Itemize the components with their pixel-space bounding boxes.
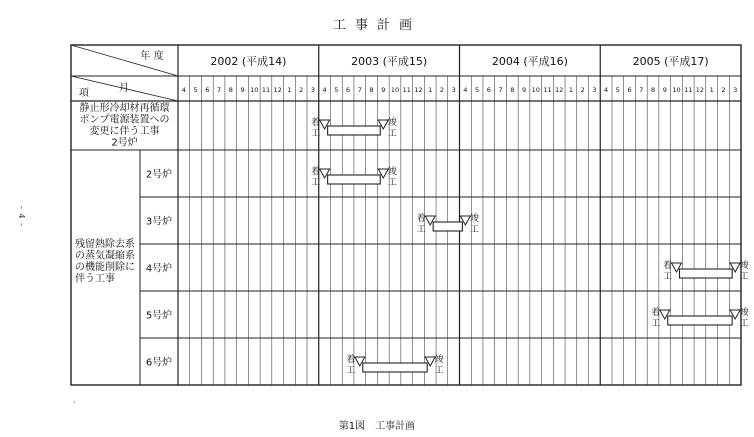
year-label: 2003 (平成15) [351,55,428,68]
month-label: 9 [381,86,386,94]
end-marker-label: 工 [739,319,749,329]
month-label: 12 [273,86,282,94]
month-label: 3 [592,86,597,94]
start-marker-label: 着 [346,355,356,365]
month-label: 9 [521,86,527,94]
month-label: 6 [205,86,210,94]
start-marker-label: 着 [311,118,321,128]
year-label: 2002 (平成14) [210,55,287,68]
start-marker-label: 着 [311,167,321,177]
start-marker-label: 工 [651,319,661,329]
month-label: 8 [369,86,374,94]
month-label: 4 [322,86,327,94]
month-label: 11 [684,86,693,94]
month-label: 8 [510,86,515,94]
month-label: 5 [475,86,480,94]
start-marker-label: 着 [651,308,661,318]
month-label: 3 [310,86,315,94]
year-label: 2005 (平成17) [632,55,709,68]
month-label: 8 [228,86,233,94]
table-border [71,45,741,385]
month-label: 6 [486,86,491,94]
group-label: 残留熱除去系 [75,239,135,250]
row-label: 2号炉 [111,137,138,149]
month-label: 4 [181,86,186,94]
month-header-label: 月 [119,83,129,94]
unit-label: 5号炉 [145,310,173,322]
month-label: 11 [402,86,411,94]
row-label: 静止形冷却材再循環 [79,103,170,114]
start-marker-label: 着 [662,261,672,271]
schedule-bar [433,222,462,231]
row-label: ポンプ電源装置への [79,114,170,126]
month-label: 12 [414,86,423,94]
year-header-label: 年 度 [140,51,164,62]
end-marker-label: 工 [434,366,444,376]
page-title: 工事計画 [332,18,421,33]
end-marker-label: 竣 [387,118,397,128]
month-label: 1 [568,86,573,94]
month-label: 2 [580,86,585,94]
month-label: 1 [428,86,433,94]
unit-label: 2号炉 [145,169,173,181]
month-label: 5 [193,86,198,94]
figure-caption: 第1図 工事計画 [338,421,416,432]
month-label: 5 [334,86,339,94]
month-label: 7 [357,86,362,94]
end-marker-label: 竣 [434,355,444,365]
month-label: 1 [709,86,714,94]
month-label: 5 [615,86,620,94]
end-marker-label: 工 [387,178,397,188]
month-label: 7 [498,86,503,94]
end-marker-label: 工 [469,225,479,235]
month-label: 9 [662,86,667,94]
month-label: 6 [627,86,632,94]
start-marker-label: 工 [416,225,426,235]
end-marker-label: 工 [387,129,397,139]
unit-label: 3号炉 [145,216,173,228]
item-header-label: 項 [79,88,89,99]
month-label: 11 [261,86,271,94]
group-label: の機能削除に [75,262,135,273]
month-label: 12 [555,86,564,94]
month-label: 2 [439,86,444,94]
schedule-bar [668,316,732,325]
year-label: 2004 (平成16) [491,55,568,68]
stray-mark: · [73,398,76,407]
end-marker-label: 竣 [739,308,749,318]
end-marker-label: 工 [739,272,749,282]
start-marker-label: 工 [311,178,321,188]
start-marker-label: 着 [416,214,426,224]
start-marker-label: 工 [311,129,321,139]
schedule-bar [328,175,381,184]
month-label: 6 [346,86,351,94]
start-marker-label: 工 [346,366,356,376]
month-label: 2 [721,86,726,94]
start-marker-label: 工 [662,272,672,282]
month-label: 1 [287,86,292,94]
unit-label: 4号炉 [145,263,173,275]
month-label: 3 [733,86,738,94]
row-label: 変更に伴う工事 [89,126,160,137]
month-label: 11 [543,86,552,94]
page-number: - 4 - [17,206,26,227]
month-label: 4 [604,86,609,94]
group-label: の蒸気凝縮系 [75,250,135,262]
month-label: 4 [463,86,468,94]
month-label: 7 [639,86,644,94]
month-label: 7 [216,86,222,94]
end-marker-label: 竣 [387,167,397,177]
end-marker-label: 竣 [469,214,479,224]
unit-label: 6号炉 [145,357,173,369]
month-label: 8 [650,86,656,94]
month-label: 9 [240,86,245,94]
schedule-bar [679,269,732,278]
month-label: 10 [250,86,259,94]
month-label: 10 [531,86,540,94]
schedule-bar [363,363,427,372]
month-label: 12 [695,86,705,94]
month-label: 10 [390,86,400,94]
end-marker-label: 竣 [739,261,749,271]
schedule-bar [328,126,381,135]
month-label: 3 [451,86,456,94]
month-label: 2 [299,86,304,94]
group-label: 伴う工事 [75,273,115,285]
month-label: 10 [672,86,681,94]
